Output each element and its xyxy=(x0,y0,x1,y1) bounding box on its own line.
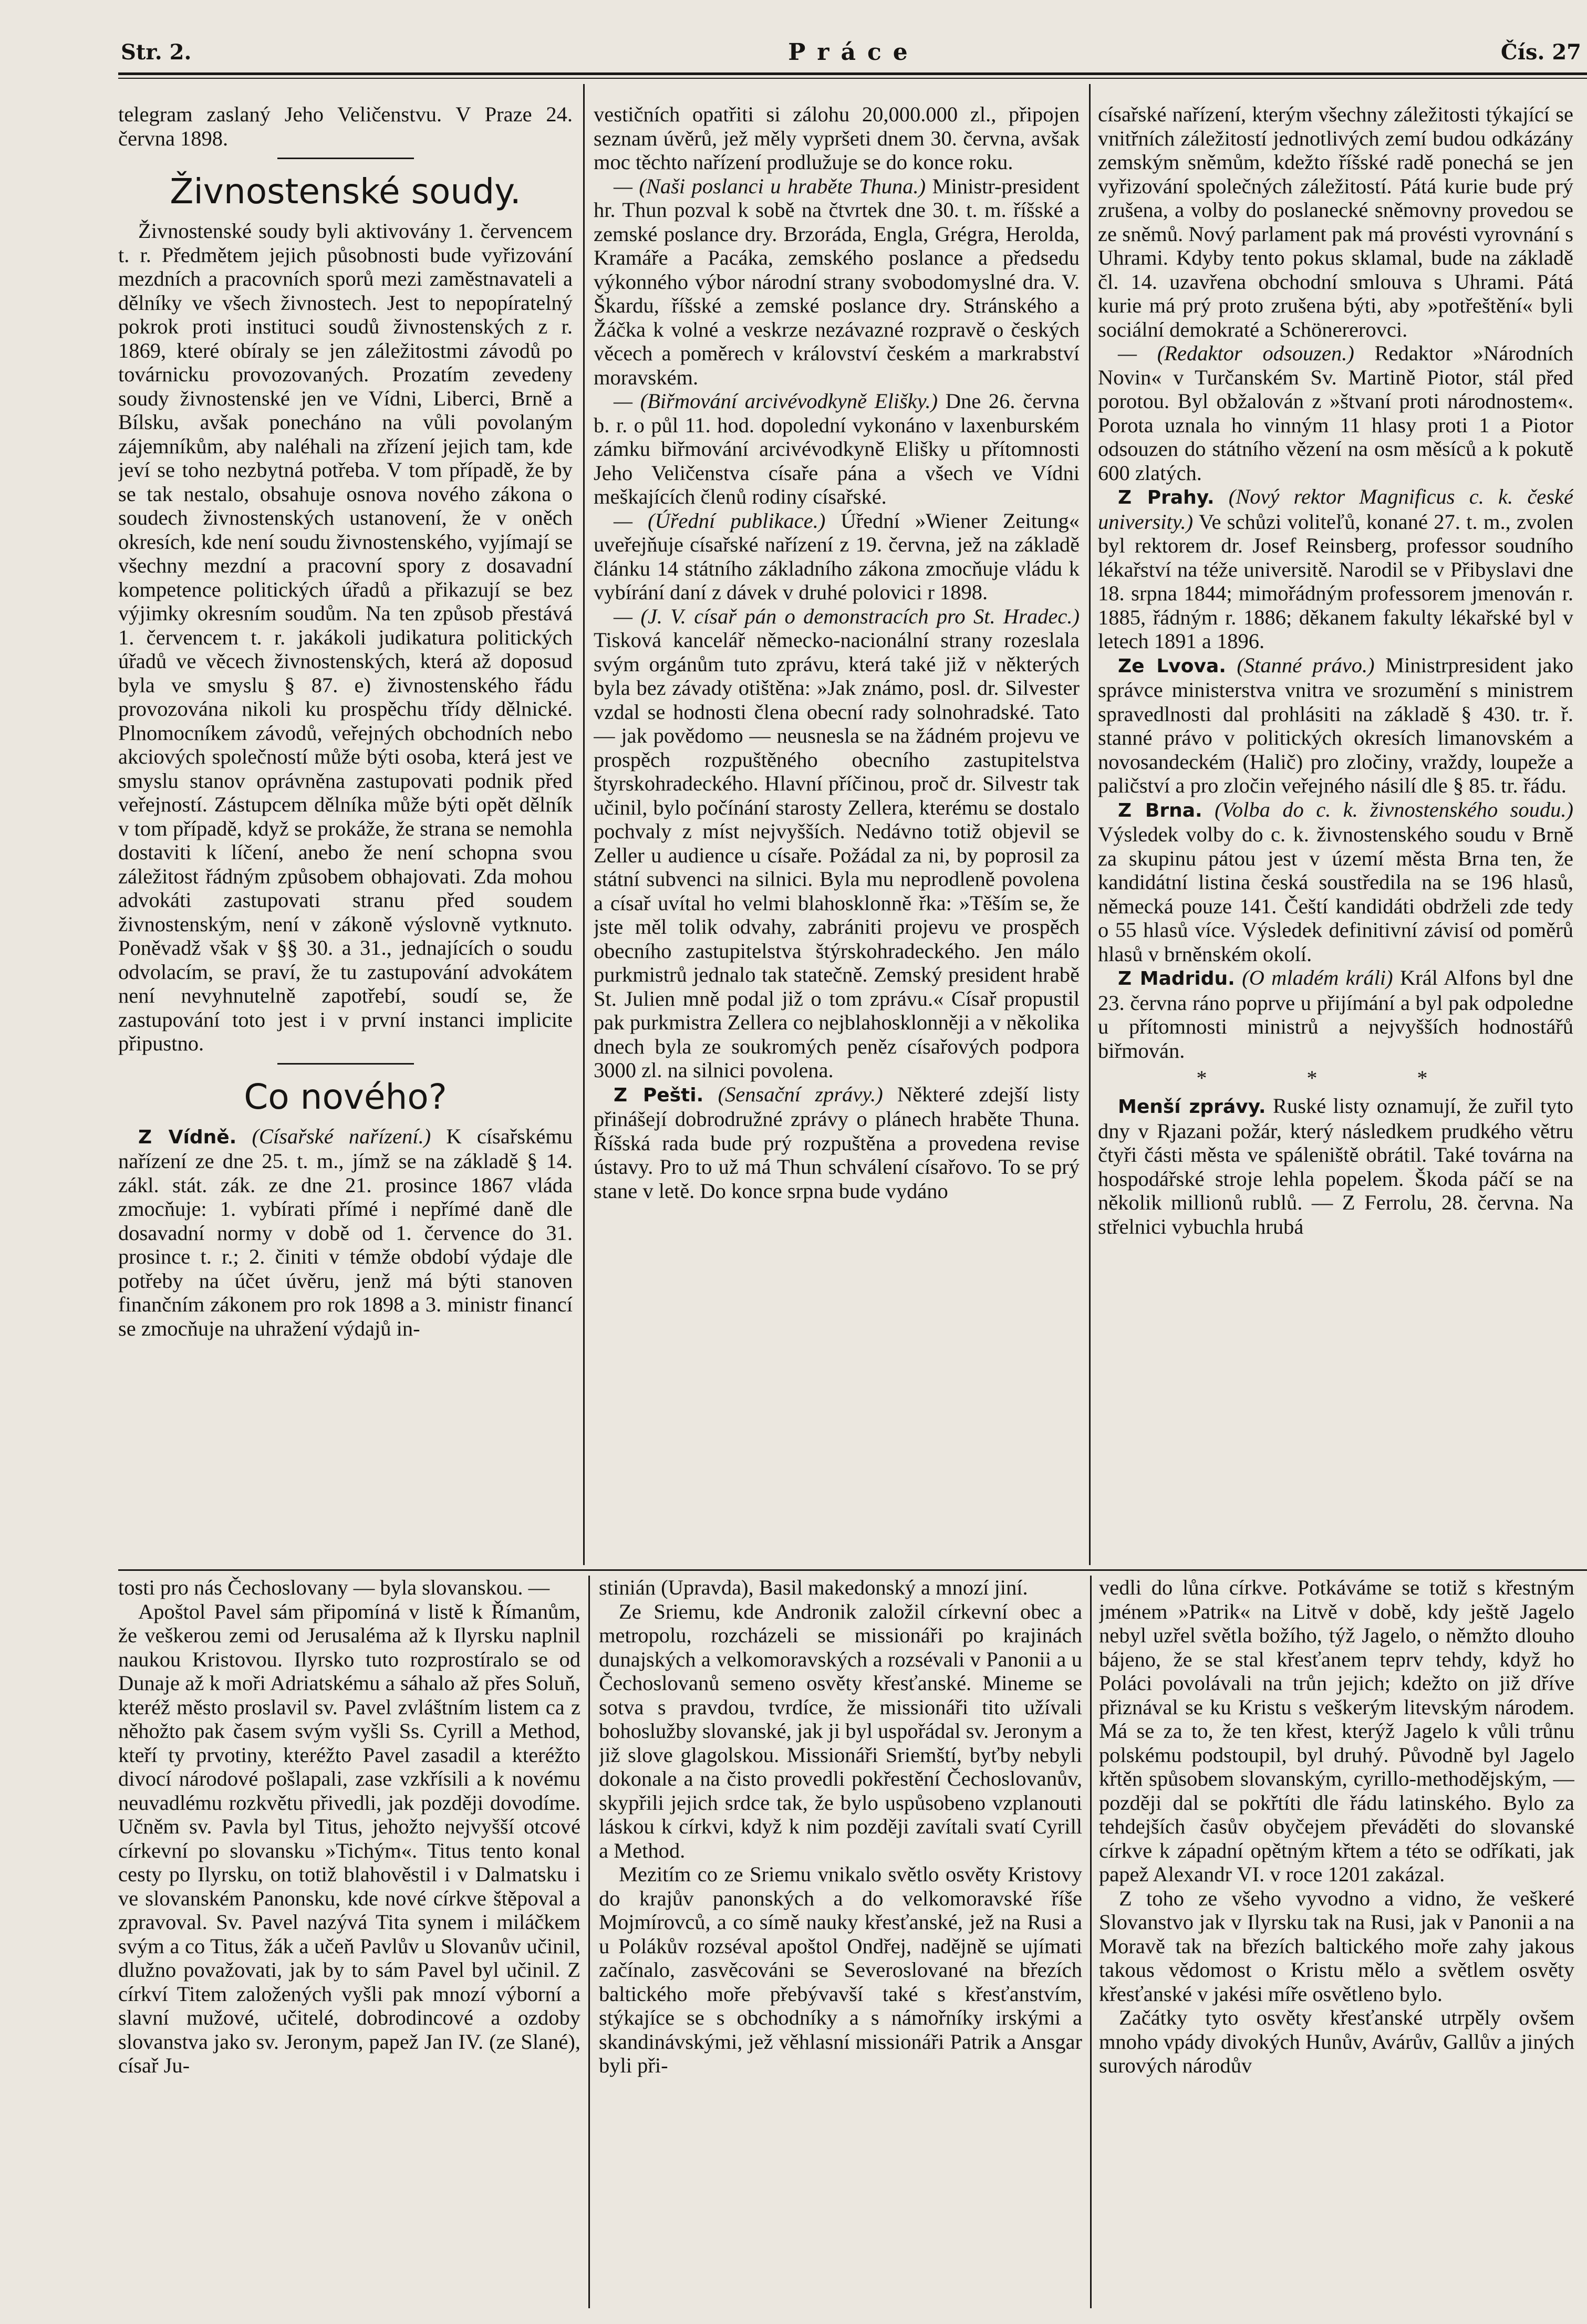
news-item xyxy=(1098,966,1573,1062)
news-item xyxy=(1098,485,1573,653)
column-divider xyxy=(1090,1576,1092,2308)
news-item-title: (Sensační zprávy.) xyxy=(718,1082,883,1106)
news-item-title: (Stanné právo.) xyxy=(1237,653,1375,677)
newspaper-title: Práce xyxy=(788,39,919,66)
news-item-text: K císařskému nařízení ze dne 25. t. m., jímž se na základě § 14. zákl. stát. zák. ze dne 21. prosince 1867 vláda zmocňuje: 1. vybírati přímé i nepřímé daně dle dosavadní normy v době od 1. července do 31. prosince t. r.; 2. činiti v témže období výdaje dle potřeby na účet úvěru, jenž má býti stanoven finančním zákonem pro rok 1898 a 3. ministr financí se zmocňuje na uhražení výdajů in- xyxy=(118,1124,573,1340)
news-item-place: Ze Lvova. xyxy=(1118,655,1226,677)
news-item xyxy=(1098,341,1573,485)
section-divider xyxy=(118,1569,1587,1571)
top-column-3 xyxy=(1098,102,1573,1562)
feuilleton-paragraph: Apoštol Pavel sám připomíná v listě k Římanům, že veškerou zemi od Jerusaléma až k Ilyrsku naplnil naukou Kristovou. Ilyrsko tuto rozprostíralo se od Dunaje až k moři Adriatskému a sáhalo až přes Soluň, kteréž město proslavil sv. Pavel zvláštním listem ca z něhožto pak časem svým vyšli Ss. Cyrill a Method, kteří ty prvotiny, kteréžto Pavel zasadil a kteréžto divocí národové pošlapali, zase vzkřísili a k novému neuvadlému rozkvětu přivedli, jak později dovodíme. Učněm sv. Pavla byl Titus, jehožto nejvyšší otcové církevní po slovansku »Tichým«. Titus tento konal cesty po Ilyrsku, on totiž blahověstil i v Dalmatsku i ve slovanském Panonsku, kde nové církve štěpoval a zpravoval. Sv. Pavel nazývá Tita synem i miláčkem svým a co Titus, žák a učeň Pavlův u Slovanův učinil, dlužno považovati, jak by to sám Pavel byl učinil. Z církví Titem založených vyšli pak mnozí výborní a slavní mužové, učitelé, dobrodincové a ozdoby slovanstva jako sv. Jeronym, papež Jan IV. (ze Slané), císař Ju- xyxy=(118,1599,580,2077)
column-divider xyxy=(588,1576,590,2308)
news-item-place: Z Brna. xyxy=(1118,799,1202,821)
bottom-column-2 xyxy=(599,1576,1082,2311)
news-item xyxy=(594,389,1080,509)
news-item-place: Z Prahy. xyxy=(1118,487,1215,508)
column-divider xyxy=(1089,84,1091,1565)
section-stars: * * * xyxy=(1196,1066,1475,1090)
news-item-text: Ve schůzi voliteľů, konané 27. t. m., zvolen byl rektorem dr. Josef Reinsberg, professor soudního lékařství na téže universitě. Narodil se v Přibyslavi dne 18. srpna 1844; mimořádným professorem jmenován r. 1885, řádným r. 1886; děkanem fakulty lékařské byl v letech 1891 a 1896. xyxy=(1098,509,1573,653)
news-item-title: — (Úřední publikace.) xyxy=(614,508,826,533)
header-rule-thin xyxy=(118,78,1587,79)
news-item-title: (Volba do c. k. živnostenského soudu.) xyxy=(1215,797,1573,821)
section-heading: Živnostenské soudy. xyxy=(170,171,521,212)
news-item xyxy=(594,1082,1080,1203)
news-item-text: Ministr-president hr. Thun pozval k sobě na čtvrtek dne 30. t. m. říšské a zemské poslance dry. Brzoráda, Engla, Grégra, Herolda, Kramáře a Pacáka, zemského poslance a předsedu výkonného výbor národní strany svobodomyslné dra. V. Škardu, říšské a zemské poslance dry. Stránského a Žáčka k volné a veskrze nezávazné rozpravě o českých věcech a poměrech v království českém a markrabství moravském. xyxy=(594,174,1080,389)
top-column-2 xyxy=(594,102,1080,1562)
news-item-title: — (Naši poslanci u hraběte Thuna.) xyxy=(614,174,926,198)
news-item-text: Král Alfons byl dne 23. června ráno poprve u přijímání a byl pak odpoledne u přítomnosti ministrů a nejvyšších hodnostářů biřmován. xyxy=(1098,966,1573,1062)
feuilleton-paragraph: Mezitím co ze Sriemu vnikalo světlo osvěty Kristovy do krajův panonských a do velkomoravské říše Mojmírovců, a co símě nauky křesťanské, jež na Rusi a u Polákův rozséval apoštol Ondřej, nadějně se ujímati začínalo, zasvěcováni se Severoslované na březích baltického moře přebývavší také s křesťanstvím, stýkajíce se s obchodníky a s námořníky irskými a skandinávskými, jež věhlasní missionáři Patrik a Ansgar byli při- xyxy=(599,1862,1082,2077)
short-rule xyxy=(277,1063,414,1065)
feuilleton-paragraph: Začátky tyto osvěty křesťanské utrpěly ovšem mnoho vpády divokých Hunův, Avárův, Gallův a jiných surových národův xyxy=(1099,2006,1574,2077)
news-item-text: Některé zdejší listy přinášejí dobrodružné zprávy o plánech hraběte Thuna. Říšská rada bude prý rozpuštěna a provedena revise ústavy. Pro to už má Thun schválení císařovo. To se prý stane v letě. Do konce srpna bude vydáno xyxy=(594,1082,1080,1203)
news-item-text: Ruské listy oznamují, že zuřil tyto dny v Rjazani požár, který následkem prudkého větru čtyři části města ve spáleniště obrátil. Také továrna na hospodářské stroje lehla popelem. Škoda páčí se na několik millionů rublů. — Z Ferrolu, 28. června. Na střelnici vybuchla hrubá xyxy=(1098,1094,1573,1238)
news-item-text: Ministrpresident jako správce ministerstva vnitra ve srozumění s ministrem spravedlnosti dal prohlásiti na základě § 430. tr. ř. stanné právo v politických okresích limanovském a novosandeckém (Halič) pro zločiny, vraždy, loupeže a paličství a pro zločin veřejného násilí dle § 85. tr. řádu. xyxy=(1098,653,1573,797)
page-number: Str. 2. xyxy=(121,40,192,65)
feuilleton-paragraph: vedli do lůna církve. Potkáváme se totiž s křestným jménem »Patrik« na Litvě v době, kdy ještě Jagelo nebyl uzřel světla božího, týž Jagelo, o němžto dlouho bájeno, že se stal křesťanem teprv tehdy, když ho Poláci povolávali na trůn jejich; kdežto on již dříve přiznával se ku Kristu s veškerým litevským národem. Má se za to, že ten křest, kterýž Jagelo k vůli trůnu polskému podstoupil, byl druhý. Původně byl Jagelo křtěn spůsobem slovanským, cyrillo-methodějským, — později dal se pokřtíti dle řádu latinského. Bylo za tehdejších časův obyčejem převáděti do slovanské církve k západní opětným křtem a této se odříkati, jak papež Alexandr VI. v roce 1201 zakázal. xyxy=(1099,1576,1574,1886)
news-item-title: — (J. V. císař pán o demonstracích pro St. Hradec.) xyxy=(614,604,1080,628)
feuilleton-paragraph: Z toho ze všeho vyvodno a vidno, že veškeré Slovanstvo jak v Ilyrsku tak na Rusi, jak v Panonii a na Moravě tak na březích baltického moře zahy jakous takous vědomost o Kristu mělo a světlem osvěty křesťanské v jakési míře osvětleno bylo. xyxy=(1099,1886,1574,2006)
news-item-text: Výsledek volby do c. k. živnostenského soudu v Brně za skupinu pátou jest v území města Brna ten, že kandidátní listina česká soustředila na se 196 hlasů, německá pouze 141. Čeští kandidáti obdrželi zde tedy o 55 hlasů více. Výsledek definitivní závisí od poměrů hlasů v brněnském okolí. xyxy=(1098,822,1573,966)
news-item-title: (Nový rektor Magnificus c. k. české university.) xyxy=(1098,485,1573,534)
section-heading: Co nového? xyxy=(244,1076,447,1117)
news-item-text: Tisková kancelář německo-nacionální strany rozeslala svým orgánům tuto zprávu, která také již v některých byla bez závady otištěna: »Jak známo, posl. dr. Silvester vzdal se hodnosti člena obecní rady solnohradské. Tato — jak povědomo — neusnesla se na žádném projevu ve prospěch rozpuštěného obecního zastupitelstva štyrskohradeckého. Hlavní příčinou, proč dr. Silvestr tak učinil, bylo počínání starosty Zellera, kterému se dostalo pochvaly z míst nejvyšších. Nedávno totiž objevil se Zeller u audience u císaře. Požádal za ni, by poprosil za státní subvenci na silnici. Byla mu neprodleně povolena a císař uvítal ho velmi blahosklonně řka: »Těším se, že jste měl tolik odvahy, zabrániti projevu ve prospěch obecního zastupitelstva štýrskohradeckého. Jen málo purkmistrů jednalo tak statečně. Zemský president hrabě St. Julien mně podal již o tom zprávu.« Císař propustil pak purkmistra Zellera co nejblahosklonněji a v několika dnech byla ze soukromých peněz císařových podpora 3000 zl. na silnici povolena. xyxy=(594,628,1080,1082)
news-item-title: — (Redaktor odsouzen.) xyxy=(1118,341,1354,365)
article-paragraph: císařské nařízení, kterým všechny záležitosti týkající se vnitřních záležitostí jednotlivých zemí budou odkázány zemským sněmům, kdežto říšské radě ponechá se jen vyřizování společných záležitostí. Pátá kurie bude prý zrušena, a volby do poslanecké sněmovny provedou se ze sněmů. Nový parlament pak má provésti vyrovnání s Uhrami. Kdyby tento pokus sklamal, bude na základě čl. 14. uzavřena obchodní smlouva s Uhrami. Pátá kurie má prý proto zrušena býti, aby »potřeštění« byli sociální demokraté a Schönererovci. xyxy=(1098,102,1573,341)
news-item-title: — (Biřmování arcivévodkyně Elišky.) xyxy=(614,389,938,413)
feuilleton-paragraph: stinián (Upravda), Basil makedonský a mnozí jiní. xyxy=(599,1576,1028,1599)
article-paragraph: vestičních opatřiti si zálohu 20,000.000 zl., připojen seznam úvěrů, jež měly vypršeti dnem 30. června, avšak moc těchto nařízení prodlužuje se do konce roku. xyxy=(594,102,1080,174)
news-item-place: Menší zprávy. xyxy=(1118,1096,1266,1118)
article-paragraph: Živnostenské soudy byli aktivovány 1. červencem t. r. Předmětem jejich působnosti bude vyřizování mezdních a pracovních sporů mezi zaměstnavateli a dělníky ve všech živnostech. Jest to nepopíratelný pokrok proti instituci soudů živnostenských z r. 1869, které obíraly se jen záležitostmi závodů po továrnicku provozovaných. Prozatím zevedeny soudy živnostenské jen ve Vídni, Liberci, Brně a Bílsku, avšak ponecháno na vůli povolaným zájemníkům, aby naléhali na zřízení jejich tam, kde jeví se toho nezbytná potřeba. V tom případě, že by se tak nestalo, obsahuje osnova nového zákona o soudech živnostenských ustanovení, že v oněch okresích, kde není soudu živnostenského, vyjímají se všechny mezdní a pracovní spory z dosavadní kompetence politických úřadů a přikazují se bez výjimky okresním soudům. Na ten způsob přestává 1. červencem t. r. jakákoli judikatura politických úřadů ve věcech živnostenských, která až doposud byla ve smyslu § 87. e) živnostenského řádu provozována nikoli ku prospěchu třídy dělnické. Plnomocníkem závodů, veřejných obchodních nebo akciových společností může býti osoba, která jest ve smyslu stanov oprávněna zastupovati podnik před veřejností. Zástupcem dělníka může býti opět dělník v tom případě, když se prokáže, že strana se nemohla dostaviti k líčení, anebo že není schopna svou záležitost řádným způsobem obhajovati. Zda mohou advokáti zastupovati stranu před soudem živnostenským, není v zákoně výslovně vytknuto. Poněvadž však v §§ 30. a 31., jednajících o soudu odvolacím, se praví, že tu zastupování advokátem není nevyhnutelně zapotřebí, soudí se, že zastupování toto jest i v první instanci implicite připustno. xyxy=(118,219,573,1055)
news-item-title: (Císařské nařízení.) xyxy=(252,1124,431,1148)
news-item-text: Redaktor »Národních Novin« v Turčanském Sv. Martině Piotor, stál před porotou. Byl obžalován z »štvaní proti národnostem«. Porota uznala ho vinným 11 hlasy proti 1 a Piotor odsouzen do státního vězení na osm měsíců a k pokutě 600 zlatých. xyxy=(1098,341,1573,485)
page-header xyxy=(121,32,1586,74)
top-column-1 xyxy=(118,102,573,1562)
news-item-place: Z Pešti. xyxy=(614,1084,704,1106)
header-rule xyxy=(118,72,1587,75)
issue-number: Čís. 27 xyxy=(1500,40,1581,65)
lead-text: telegram zaslaný Jeho Veličenstvu. V Praze 24. června 1898. xyxy=(118,102,573,150)
news-item-title: (O mladém králi) xyxy=(1242,966,1393,989)
bottom-column-1 xyxy=(118,1576,580,2311)
news-item xyxy=(118,1124,573,1341)
news-item-text: Dne 26. června b. r. o půl 11. hod. dopolední vykonáno v laxenburském zámku biřmování arcivévodkyně Elišky u přítomnosti Jeho Veličenstva císaře pána a všech ve Vídni meškajících členů rodiny císařské. xyxy=(594,389,1080,508)
news-item xyxy=(594,509,1080,605)
news-item xyxy=(594,174,1080,390)
news-item xyxy=(1098,653,1573,798)
short-rule xyxy=(277,158,414,159)
feuilleton-paragraph: Ze Sriemu, kde Andronik založil církevní obec a metropolu, rozcházeli se missionáři po krajinách dunajských a velkomoravských a rozsévali v Panonii a u Čechoslovanů semeno osvěty křesťanské. Mineme se sotva s pravdou, tvrdíce, že missionáři tito užívali bohoslužby slovanské, jak ji byl uspořádal sv. Jeronym a již slove glagolskou. Missionáři Sriemští, byťby nebyli dokonale a na čisto provedli pokřestění Čechoslovanův, skypřili jejich srdce tak, že bylo uspůsobeno vzplanouti láskou k církvi, když k nim později zavítali svatí Cyrill a Method. xyxy=(599,1599,1082,1862)
feuilleton-paragraph: tosti pro nás Čechoslovany — byla slovanskou. — xyxy=(118,1576,550,1599)
news-item xyxy=(1098,798,1573,966)
column-divider xyxy=(583,84,585,1565)
news-item xyxy=(594,605,1080,1082)
news-item-text: Úřední »Wiener Zeitung« uveřejňuje císařské nařízení z 19. června, jež na základě článku 14 státního základního zákona zmocňuje vládu k vybírání daní z dávek v druhé polovici r 1898. xyxy=(594,508,1080,604)
news-item-place: Z Madridu. xyxy=(1118,968,1235,989)
news-item-place: Z Vídně. xyxy=(138,1126,237,1148)
bottom-column-3 xyxy=(1099,1576,1574,2311)
news-item xyxy=(1098,1094,1573,1238)
